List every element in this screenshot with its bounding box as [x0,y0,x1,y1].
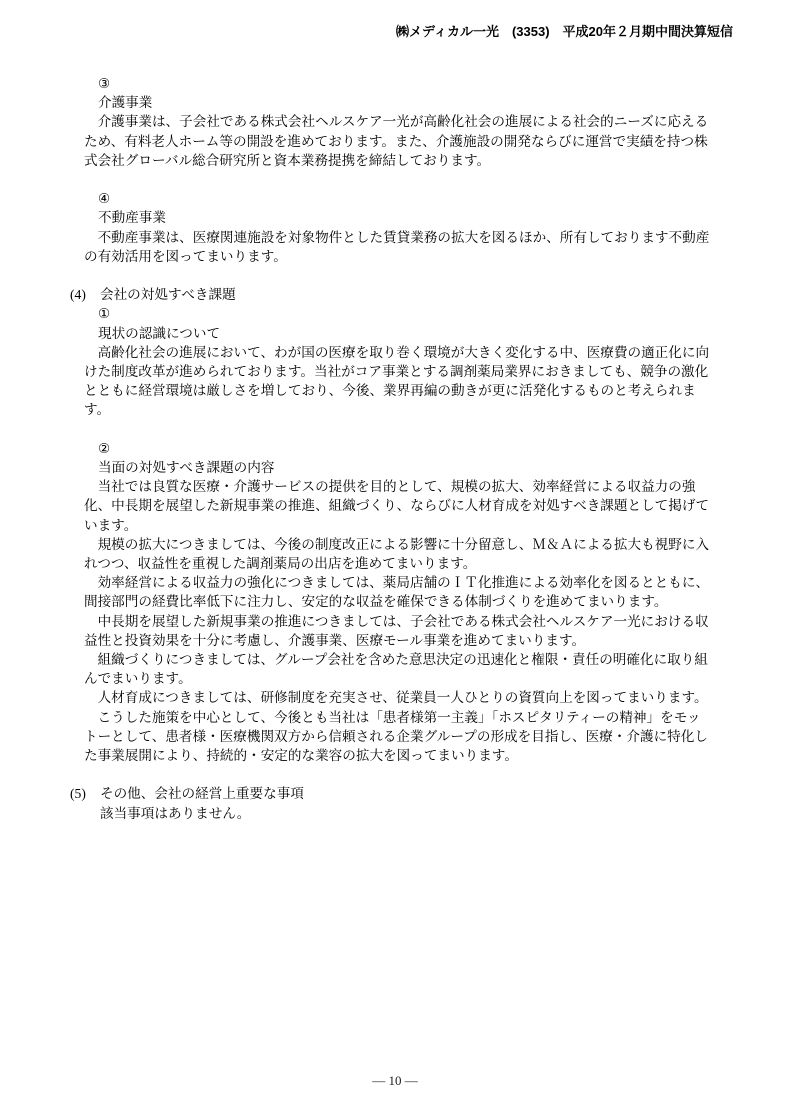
list-marker: ② [98,440,111,456]
body-text-line: とともに経営環境は厳しさを増しており、今後、業界再編の動きが更に活発化するものと考えられま [84,383,696,399]
circled-subheading [0,304,790,342]
numbered-item-heading [0,784,790,803]
body-text-line: 不動産事業は、医療関連施設を対象物件とした賃貸業務の拡大を図るほか、所有しております不動産 [84,229,710,245]
document-body [0,74,790,823]
body-text-line: 高齢化社会の進展において、わが国の医療を取り巻く環境が大きく変化する中、医療費の適正化に向 [84,344,710,360]
heading-label: 不動産事業 [98,210,166,226]
heading-label: 会社の対処すべき課題 [100,287,236,303]
body-text-line: 介護事業は、子会社である株式会社ヘルスケア一光が高齢化社会の進展による社会的ニーズに応える [84,114,709,130]
body-text-line: トーとして、患者様・医療機関双方から信頼される企業グループの形成を目指し、医療・介護に特化し [84,728,708,744]
body-text-line: 人材育成につきましては、研修制度を充実させ、従業員一人ひとりの資質向上を図ってまいります。 [84,690,708,706]
body-text-line: 効率経営による収益力の強化につきましては、薬局店舗のＩＴ化推進による効率化を図るとともに、 [84,575,710,591]
body-text-line: 益性と投資効果を十分に考慮し、介護事業、医療モール事業を進めてまいります。 [84,632,586,648]
body-text-line: た事業展開により、持続的・安定的な業容の拡大を図ってまいります。 [84,748,518,764]
list-marker: ④ [98,191,111,207]
document-header: ㈱メディカル一光 (3353) 平成20年２月期中間決算短信 [396,24,733,39]
blank-line [0,765,790,784]
body-text-line: んでまいります。 [84,671,192,687]
blank-line [0,266,790,285]
body-text-line: ため、有料老人ホーム等の開設を進めております。また、介護施設の開発ならびに運営で実績を持つ株 [84,133,708,149]
blank-line [0,420,790,439]
page-number: ― 10 ― [372,1073,418,1088]
body-text-line: れつつ、収益性を重視した調剤薬局の出店を進めてまいります。 [84,556,477,572]
list-marker: (5) [70,786,86,802]
body-text-line: こうした施策を中心として、今後とも当社は「患者様第一主義」「ホスピタリティーの精神」をモッ [84,709,701,725]
circled-subheading [0,189,790,227]
body-text-line: 中長期を展望した新規事業の推進につきましては、子会社である株式会社ヘルスケア一光における収 [84,613,709,629]
list-marker: (4) [70,287,86,303]
numbered-item-heading [0,285,790,304]
circled-subheading [0,74,790,112]
body-text-line: す。 [84,402,111,418]
heading-label: 介護事業 [98,95,153,111]
blank-line [0,170,790,189]
body-text-line: 該当事項はありません。 [100,805,251,821]
heading-label: その他、会社の経営上重要な事項 [100,786,304,802]
circled-subheading [0,439,790,477]
list-marker: ③ [98,76,111,91]
body-text-line: けた制度改革が進められております。当社がコア事業とする調剤薬局業界におきましても、競争の激化 [84,364,709,380]
heading-label: 現状の認識について [98,325,221,341]
body-text-line: 当社では良質な医療・介護サービスの提供を目的として、規模の拡大、効率経営による収益力の強 [84,479,696,495]
body-text-line: います。 [84,517,138,533]
body-text-line: 式会社グローバル総合研究所と資本業務提携を締結しております。 [84,152,491,168]
body-text-line: 規模の拡大につきましては、今後の制度改正による影響に十分留意し、Ｍ＆Ａによる拡大も視野に入 [84,536,710,552]
body-text-line: の有効活用を図ってまいります。 [84,248,287,264]
body-text-line: 化、中長期を展望した新規事業の推進、組織づくり、ならびに人材育成を対処すべき課題として掲げて [84,498,710,514]
heading-label: 当面の対処すべき課題の内容 [98,460,275,476]
body-text-line: 組織づくりにつきましては、グループ会社を含めた意思決定の迅速化と権限・責任の明確化に取り組 [84,652,708,668]
body-text-line: 間接部門の経費比率低下に注力し、安定的な収益を確保できる体制づくりを進めてまいります。 [84,594,668,610]
list-marker: ① [98,306,111,322]
